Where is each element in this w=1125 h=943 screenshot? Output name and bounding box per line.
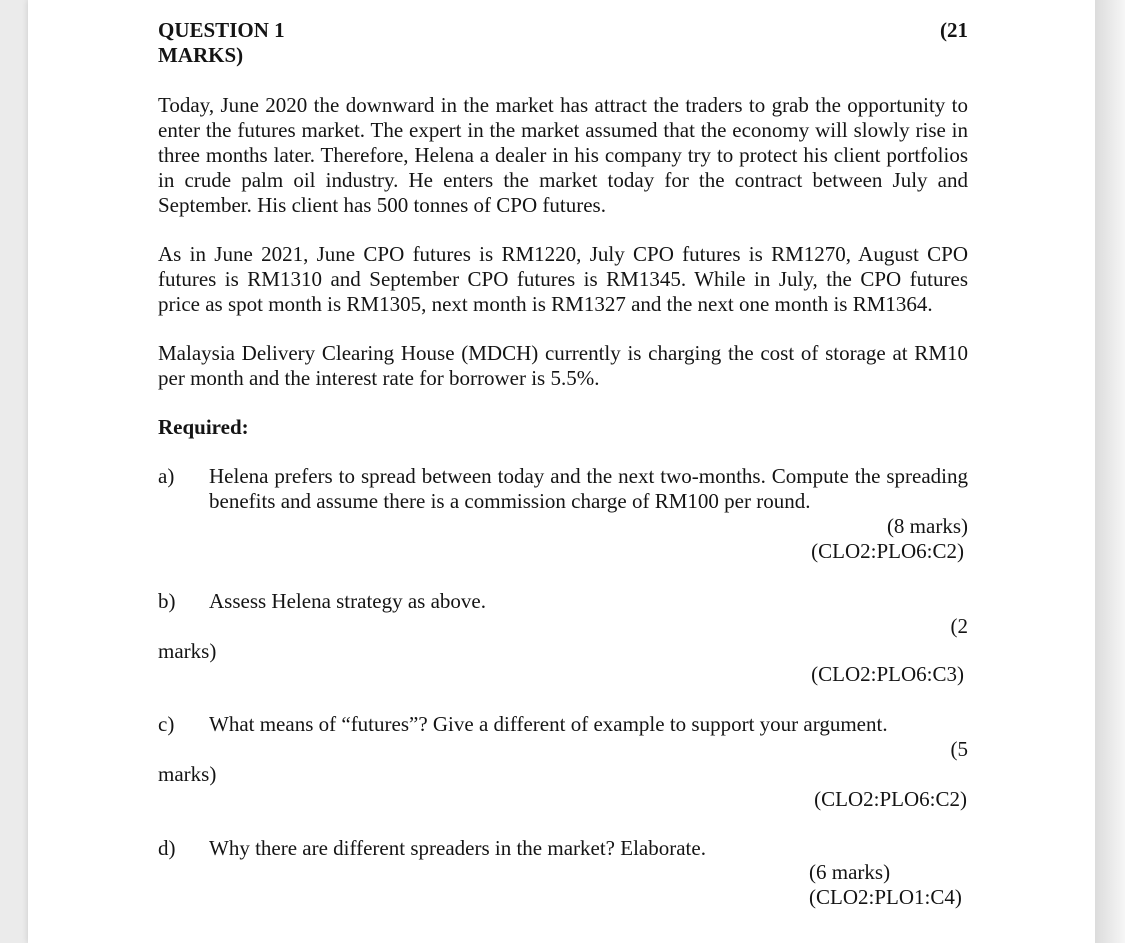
item-b-marks-continued: marks)	[158, 639, 217, 663]
item-c-text: What means of “futures”? Give a different of example to support your argument.	[209, 712, 888, 736]
item-a-marks: (8 marks)	[886, 514, 968, 538]
item-b-clo: (CLO2:PLO6:C3)	[811, 662, 964, 686]
question-marks-continued: MARKS)	[158, 43, 244, 67]
item-b-marks: (2	[950, 614, 968, 638]
item-a-clo: (CLO2:PLO6:C2)	[811, 539, 964, 563]
item-a-label: a)	[158, 464, 175, 488]
paragraph-intro: Today, June 2020 the downward in the market has attract the traders to grab the opportunity to enter the futures market. The expert in the market assumed that the economy will slowly rise in three months later. Therefore, Helena a dealer in his company try to protect his client portfolios in crude palm oil industry. He enters the market today for the contract between July and September. His client has 500 tonnes of CPO futures.	[158, 93, 968, 217]
item-a-text: Helena prefers to spread between today and the next two-months. Compute the spreading benefits and assume there is a commission charge of RM100 per round.	[209, 464, 968, 513]
question-marks: (21	[940, 18, 968, 42]
paragraph-prices: As in June 2021, June CPO futures is RM1220, July CPO futures is RM1270, August CPO futures is RM1310 and September CPO futures is RM1345. While in July, the CPO futures price as spot month is RM1305, next month is RM1327 and the next one month is RM1364.	[158, 242, 968, 316]
item-d-text: Why there are different spreaders in the market? Elaborate.	[209, 836, 706, 860]
item-d-marks: (6 marks)	[809, 860, 891, 884]
page-edge-shadow	[1095, 0, 1125, 943]
item-c-marks-continued: marks)	[158, 762, 217, 786]
item-c-clo: (CLO2:PLO6:C2)	[814, 787, 967, 811]
item-d-label: d)	[158, 836, 176, 860]
item-c-marks: (5	[950, 737, 968, 761]
paragraph-storage: Malaysia Delivery Clearing House (MDCH) currently is charging the cost of storage at RM10 per month and the interest rate for borrower is 5.5%.	[158, 341, 968, 390]
item-c-label: c)	[158, 712, 175, 736]
item-d-clo: (CLO2:PLO1:C4)	[809, 885, 962, 909]
item-b-label: b)	[158, 589, 176, 613]
required-heading: Required:	[158, 415, 249, 439]
question-title: QUESTION 1	[158, 18, 285, 42]
item-b-text: Assess Helena strategy as above.	[209, 589, 486, 613]
